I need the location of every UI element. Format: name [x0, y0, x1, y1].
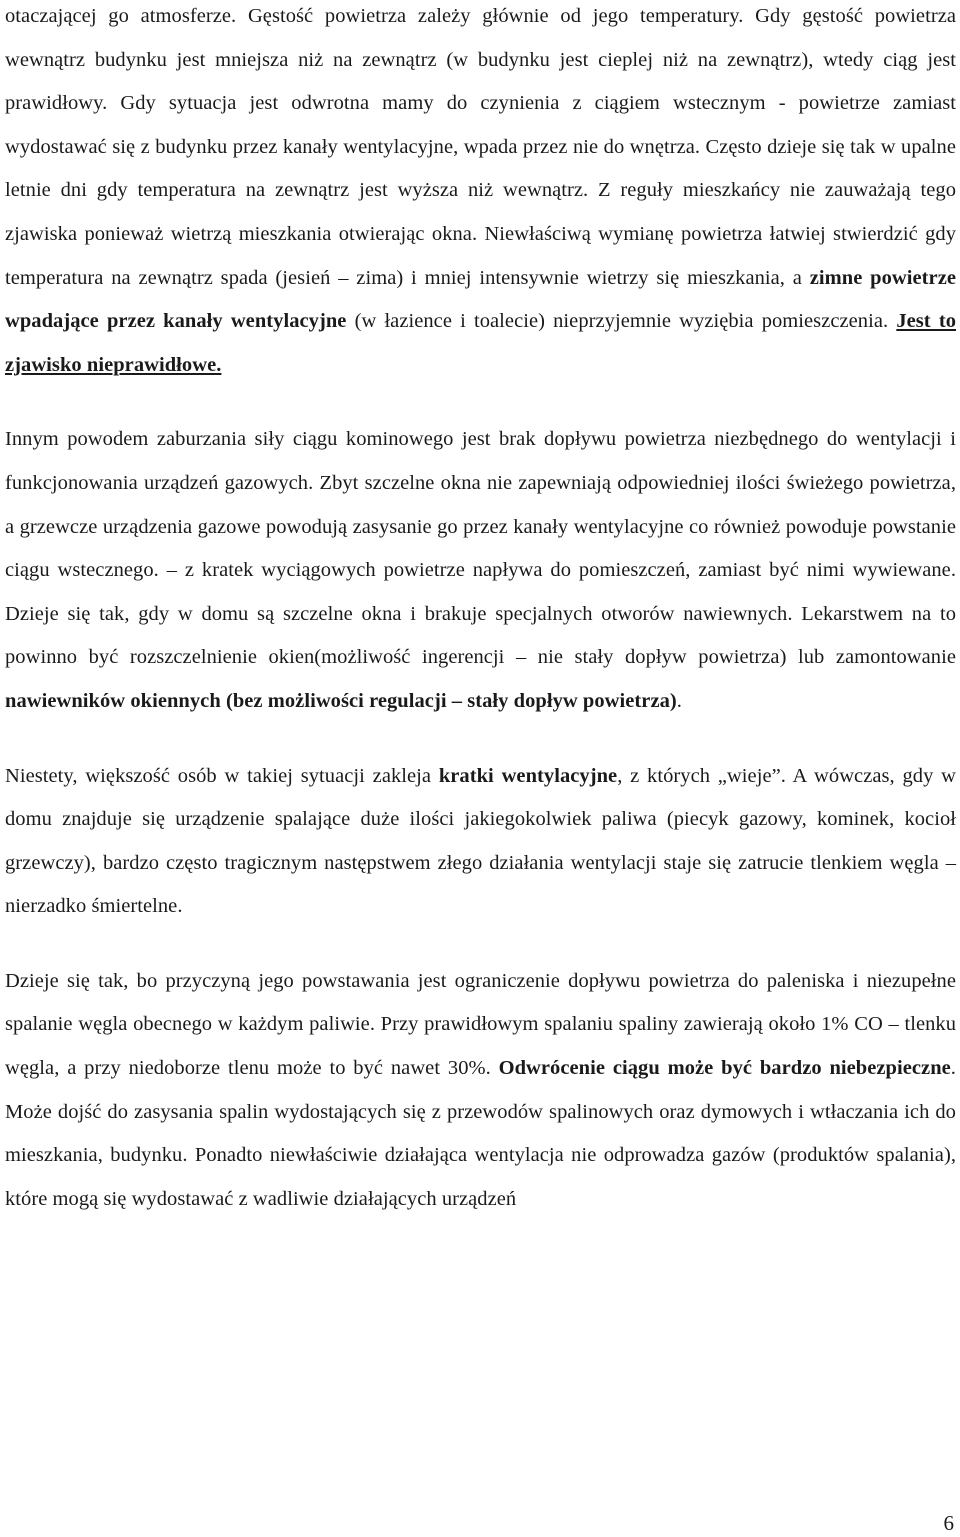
paragraph-carbon-monoxide: [5, 960, 956, 1222]
page-number: 6: [943, 1511, 954, 1535]
text-segment: . Może dojść do zasysania spalin wydostających się z przewodów spalinowych oraz dymowych i wtłaczania ich do mieszkania, budynku. Ponadto niewłaściwie działająca wentylacja nie odprowadza gazów (produktów spalania), które mogą się wydostawać z wadliwie działających urządzeń: [5, 1057, 956, 1210]
text-segment: (w łazience i toalecie) nieprzyjemnie wyziębia pomieszczenia.: [346, 310, 897, 333]
bold-phrase-cold-air: zimne powietrze wpadające przez kanały wentylacyjne: [5, 266, 956, 333]
paragraph-spacer: [5, 724, 956, 755]
paragraph-ventilation-draft: [5, 0, 956, 387]
underlined-text: Jest to zjawisko nieprawidłowe.: [5, 310, 956, 376]
text-segment: otaczającej go atmosferze. Gęstość powietrza zależy głównie od jego temperatury. Gdy gęstość powietrza wewnątrz budynku jest mniejsza niż na zewnątrz (w budynku jest cieplej niż na zewnątrz), wtedy ciąg jest prawidłowy. Gdy sytuacja jest odwrotna mamy do czynienia z ciągiem wstecznym - powietrze zamiast wydostawać się z budynku przez kanały wentylacyjne, wpada przez nie do wnętrza. Często dzieje się tak w upalne letnie dni gdy temperatura na zewnątrz jest wyższa niż wewnątrz. Z reguły mieszkańcy nie zauważają tego zjawiska ponieważ wietrzą mieszkania otwierając okna. Niewłaściwą wymianę powietrza łatwiej stwierdzić gdy temperatura na zewnątrz spada (jesień – zima) i mniej intensywnie wietrzy się mieszkania, a: [5, 5, 956, 289]
text-segment: , z których „wieje”. A wówczas, gdy w domu znajduje się urządzenie spalające duże ilości jakiegokolwiek paliwa (piecyk gazowy, kominek, kocioł grzewczy), bardzo często tragicznym następstwem złego działania wentylacji staje się zatrucie tlenkiem węgla – nierzadko śmiertelne.: [5, 764, 956, 918]
text-segment: Dzieje się tak, bo przyczyną jego powstawania jest ograniczenie dopływu powietrza do paleniska i niezupełne spalanie węgla obecnego w każdym paliwie. Przy prawidłowym spalaniu spaliny zawierają około 1% CO – tlenku węgla, a przy niedoborze tlenu może to być nawet 30%.: [5, 969, 956, 1080]
bold-phrase-reverse-draft-danger: Odwrócenie ciągu może być bardzo niebezpieczne: [498, 1057, 951, 1080]
paragraph-spacer: [5, 387, 956, 418]
paragraph-spacer: [5, 929, 956, 960]
paragraph-air-supply: [5, 418, 956, 723]
text-segment: .: [676, 689, 682, 712]
bold-phrase-vent-grilles: kratki wentylacyjne: [438, 764, 618, 787]
document-page: [5, 0, 956, 1221]
bold-phrase-window-vents: nawiewników okiennych (bez możliwości regulacji – stały dopływ powietrza): [5, 689, 677, 712]
text-segment: Niestety, większość osób w takiej sytuacji zakleja: [5, 764, 439, 787]
paragraph-sealed-vents: [5, 755, 956, 929]
text-segment: Innym powodem zaburzania siły ciągu kominowego jest brak dopływu powietrza niezbędnego do wentylacji i funkcjonowania urządzeń gazowych. Zbyt szczelne okna nie zapewniają odpowiedniej ilości świeżego powietrza, a grzewcze urządzenia gazowe powodują zasysanie go przez kanały wentylacyjne co również powoduje powstanie ciągu wstecznego. – z kratek wyciągowych powietrze napływa do pomieszczeń, zamiast być nimi wywiewane. Dzieje się tak, gdy w domu są szczelne okna i brakuje specjalnych otworów nawiewnych. Lekarstwem na to powinno być rozszczelnienie okien(możliwość ingerencji – nie stały dopływ powietrza) lub zamontowanie: [5, 428, 956, 669]
